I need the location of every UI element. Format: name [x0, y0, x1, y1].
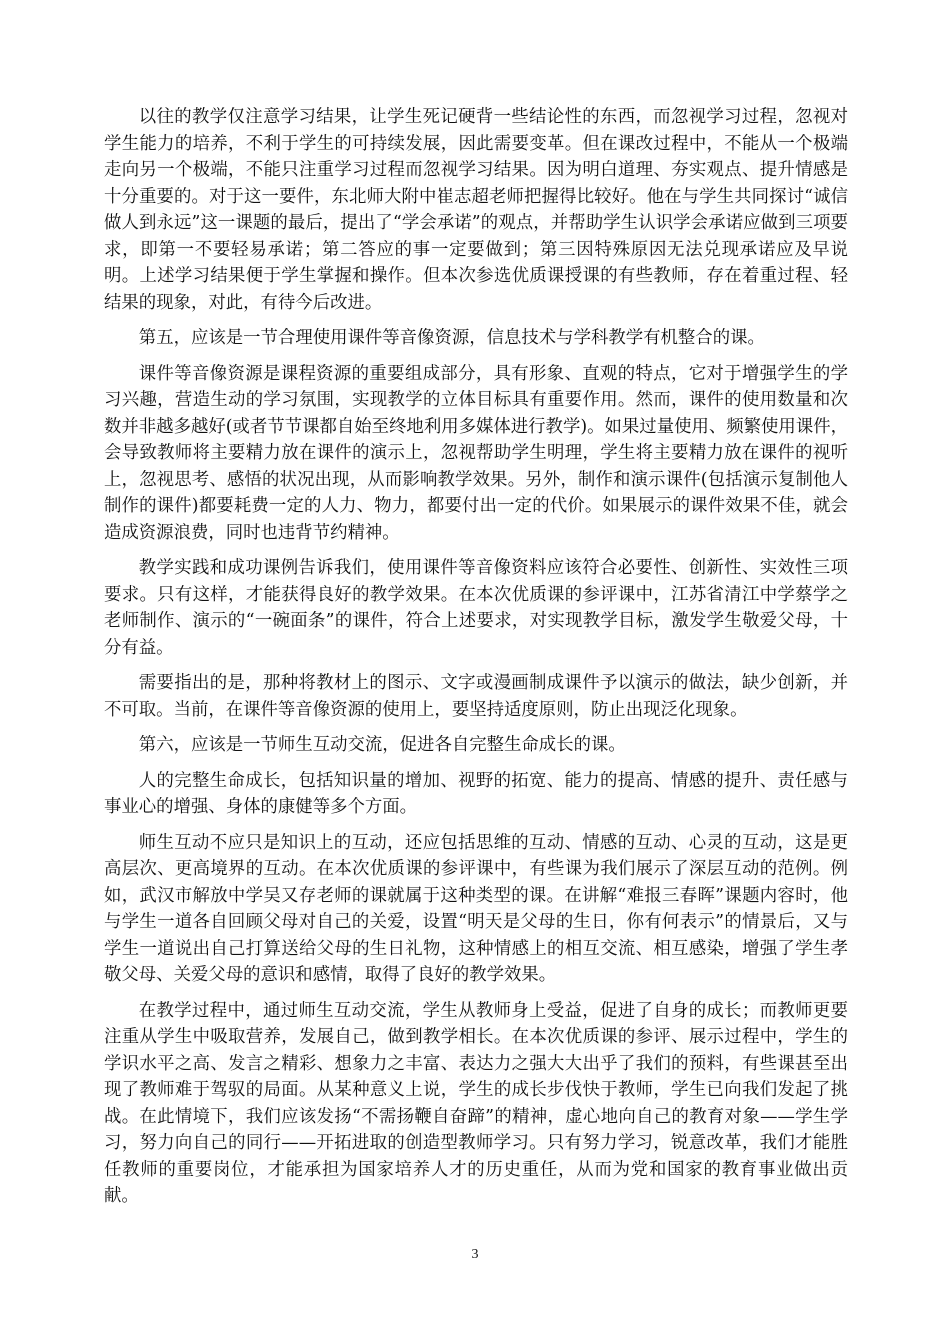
paragraph: 在教学过程中，通过师生互动交流，学生从教师身上受益，促进了自身的成长；而教师更要注重从学生中吸取营养，发展自己，做到教学相长。在本次优质课的参评、展示过程中，学生的学识水平之高、发言之精彩、想象力之丰富、表达力之强大大出乎了我们的预料，有些课甚至出现了教师难于驾驭的局面。从某种意义上说，学生的成长步伐快于教师，学生已向我们发起了挑战。在此情境下，我们应该发扬“不需扬鞭自奋蹄”的精神，虚心地向自己的教育对象——学生学习，努力向自己的同行——开拓进取的创造型教师学习。只有努力学习，锐意改革，我们才能胜任教师的重要岗位，才能承担为国家培养人才的历史重任，从而为党和国家的教育事业做出贡献。 [104, 1000, 848, 1206]
page-number: 3 [471, 1247, 479, 1262]
paragraph: 需要指出的是，那种将教材上的图示、文字或漫画制成课件予以演示的做法，缺少创新，并不可取。当前，在课件等音像资源的使用上，要坚持适度原则，防止出现泛化现象。 [104, 673, 848, 720]
paragraph: 师生互动不应只是知识上的互动，还应包括思维的互动、情感的互动、心灵的互动，这是更高层次、更高境界的互动。在本次优质课的参评课中，有些课为我们展示了深层互动的范例。例如，武汉市解放中学吴又存老师的课就属于这种类型的课。在讲解“难报三春晖”课题内容时，他与学生一道各自回顾父母对自己的关爱，设置“明天是父母的生日，你有何表示”的情景后，又与学生一道说出自己打算送给父母的生日礼物，这种情感上的相互交流、相互感染，增强了学生孝敬父母、关爱父母的意识和感情，取得了良好的教学效果。 [104, 832, 848, 985]
paragraph: 人的完整生命成长，包括知识量的增加、视野的拓宽、能力的提高、情感的提升、责任感与事业心的增强、身体的康健等多个方面。 [104, 770, 848, 817]
paragraph: 第五，应该是一节合理使用课件等音像资源，信息技术与学科教学有机整合的课。 [138, 328, 765, 348]
paragraph: 课件等音像资源是课程资源的重要组成部分，具有形象、直观的特点，它对于增强学生的学习兴趣，营造生动的学习氛围，实现教学的立体目标具有重要作用。然而，课件的使用数量和次数并非越多越好(或者节节课都自始至终地利用多媒体进行教学)。如果过量使用、频繁使用课件，会导致教师将主要精力放在课件的演示上，忽视帮助学生明理，学生将主要精力放在课件的视听上，忽视思考、感悟的状况出现，从而影响教学效果。另外，制作和演示课件(包括演示复制他人制作的课件)都要耗费一定的人力、物力，都要付出一定的代价。如果展示的课件效果不佳，就会造成资源浪费，同时也违背节约精神。 [104, 363, 848, 543]
body-text [104, 104, 848, 1219]
paragraph: 以往的教学仅注意学习结果，让学生死记硬背一些结论性的东西，而忽视学习过程，忽视对学生能力的培养，不利于学生的可持续发展，因此需要变革。但在课改过程中，不能从一个极端走向另一个极端，不能只注重学习过程而忽视学习结果。因为明白道理、夯实观点、提升情感是十分重要的。对于这一要件，东北师大附中崔志超老师把握得比较好。他在与学生共同探讨“诚信做人到永远”这一课题的最后，提出了“学会承诺”的观点，并帮助学生认识学会承诺应做到三项要求，即第一不要轻易承诺；第二答应的事一定要做到；第三因特殊原因无法兑现承诺应及早说明。上述学习结果便于学生掌握和操作。但本次参选优质课授课的有些教师，存在着重过程、轻结果的现象，对此，有待今后改进。 [104, 107, 848, 313]
paragraph: 第六，应该是一节师生互动交流，促进各自完整生命成长的课。 [138, 735, 626, 755]
paragraph: 教学实践和成功课例告诉我们，使用课件等音像资料应该符合必要性、创新性、实效性三项要求。只有这样，才能获得良好的教学效果。在本次优质课的参评课中，江苏省清江中学蔡学之老师制作、演示的“一碗面条”的课件，符合上述要求，对实现教学目标，激发学生敬爱父母，十分有益。 [104, 558, 848, 658]
